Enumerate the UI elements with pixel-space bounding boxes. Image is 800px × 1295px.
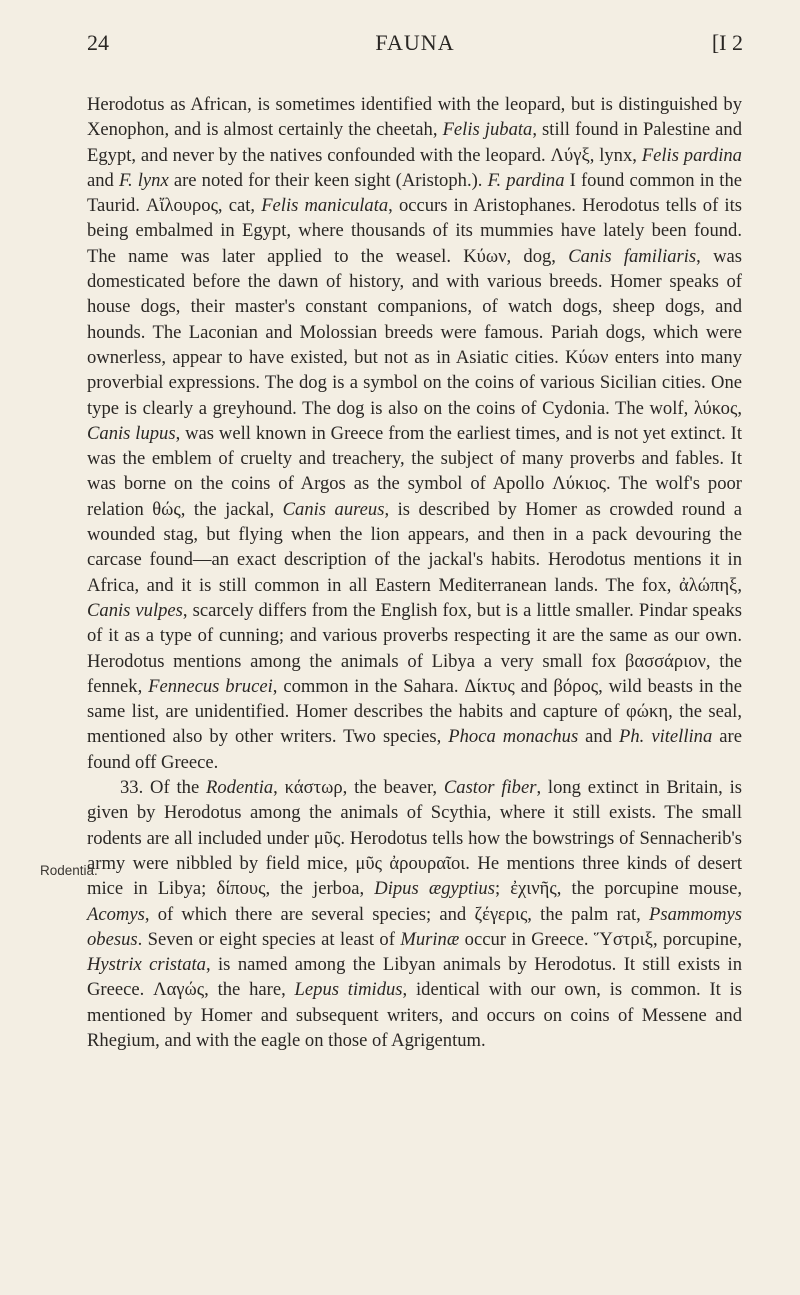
text-run: , long extinct in Britain, is given by Herodotus among the animals of Scythia, where it still exists. The small rodents are all included under μῦς. Herodotus tells how the bowstrings of Sennacherib's army were nibbled by field mice, μῦς ἀρουραῖοι. He mentions three kinds of desert mice in Libya; δίπους, the jerboa, (87, 777, 742, 900)
text-run: , is named among the Libyan animals by Herodotus. It still exists in Greece. Λαγώς, the hare, (87, 954, 743, 1001)
italic-term: Castor fiber (443, 777, 537, 799)
text-run: . Seven or eight species at least of (137, 928, 401, 950)
italic-term: Canis lupus (87, 422, 176, 444)
section-marker: [I 2 (711, 30, 743, 55)
text-run: and (578, 726, 620, 748)
text-run: , was domesticated before the dawn of history, and with various breeds. Homer speaks of house dogs, their master's constant companions, of watch dogs, sheep dogs, and hounds. The Laconian and Molossian breeds were famous. Pariah dogs, which were ownerless, appear to have existed, but not as in Asiatic cities. Κύων enters into many proverbial expressions. The dog is a symbol on the coins of various Sicilian cities. One type is clearly a greyhound. The dog is also on the coins of Cydonia. The wolf, λύκος, (87, 245, 742, 419)
italic-term: Rodentia (206, 777, 274, 799)
text-run: , is described by Homer as crowded round a wounded stag, but flying when the lion appears, and then in a pack devouring the carcase found—an exact description of the jackal's habits. Herodotus mentions it in Africa, and it is still common in all Eastern Mediterranean lands. The fox, ἀλώπηξ, (87, 498, 742, 596)
italic-term: Felis maniculata (261, 195, 389, 217)
text-run: ; ἐχινῆς, the porcupine mouse, (494, 878, 743, 900)
text-run: Herodotus as African, is sometimes identified with the leopard, but is distinguished by Xenophon, and is almost certainly the cheetah, (87, 94, 742, 141)
paragraph-carnivores (87, 92, 742, 775)
paragraph-rodentia (87, 775, 742, 1053)
italic-term: F. lynx (118, 169, 169, 191)
text-run: , identical with our own, is common. It is mentioned by Homer and subsequent writers, and occurs on coins of Messene and Rhegium, and with the eagle on those of Agrigentum. (87, 979, 743, 1051)
italic-term: Dipus ægyptius (374, 878, 495, 900)
text-run: , occurs in Aristophanes. Herodotus tells of its being embalmed in Egypt, where thousands of its mummies have lately been found. The name was later applied to the weasel. Κύων, dog, (87, 195, 743, 267)
italic-term: Hystrix cristata (87, 954, 206, 976)
text-run: , κάστωρ, the beaver, (273, 777, 444, 799)
italic-term: Felis jubata (442, 119, 533, 141)
text-run: 33. Of the (120, 777, 207, 799)
italic-term: Psammomys obesus (87, 903, 742, 950)
text-run: , scarcely differs from the English fox, but is a little smaller. Pindar speaks of it as a type of cunning; and various proverbs respecting it are the same as our own. Herodotus mentions among the animals of Libya a very small fox βασσάριον, the fennek, (87, 599, 742, 697)
italic-term: Acomys (87, 903, 145, 925)
italic-term: Phoca monachus (448, 726, 579, 748)
text-run: occur in Greece. Ὕστριξ, porcupine, (459, 928, 742, 950)
text-run: , still found in Palestine and Egypt, and never by the natives confounded with the leopard. Λύγξ, lynx, (87, 119, 743, 166)
page-number: 24 (87, 30, 109, 55)
text-run: I found common in the Taurid. Αἴλουρος, cat, (87, 169, 743, 217)
italic-term: Murinæ (400, 928, 460, 950)
italic-term: F. pardina (487, 169, 565, 191)
text-run: , of which there are several species; and ζέγερις, the palm rat, (144, 903, 650, 925)
italic-term: Felis pardina (641, 144, 742, 166)
text-run: , common in the Sahara. Δίκτυς and βόρος, wild beasts in the same list, are unidentified. Homer describes the habits and capture of φώκη, the seal, mentioned also by other writers. Two species, (87, 675, 742, 748)
text-run: , was well known in Greece from the earliest times, and is not yet extinct. It was the emblem of cruelty and treachery, the subject of many proverbs and fables. It was borne on the coins of Argos as the symbol of Apollo Λύκιος. The wolf's poor relation θώς, the jackal, (87, 422, 742, 520)
text-run: are found off Greece. (87, 726, 742, 773)
running-title: FAUNA (375, 30, 455, 55)
italic-term: Ph. vitellina (619, 726, 713, 748)
running-head (87, 30, 743, 60)
italic-term: Canis vulpes (87, 599, 183, 621)
italic-term: Lepus timidus (294, 979, 403, 1001)
italic-term: Fennecus brucei (148, 675, 273, 697)
text-run: and (87, 169, 119, 191)
italic-term: Canis familiaris (568, 245, 697, 267)
italic-term: Canis aureus (282, 498, 385, 520)
text-run: are noted for their keen sight (Aristoph.). (168, 169, 488, 191)
margin-note-rodentia: Rodentia. (40, 863, 98, 878)
body-text (87, 92, 742, 1053)
